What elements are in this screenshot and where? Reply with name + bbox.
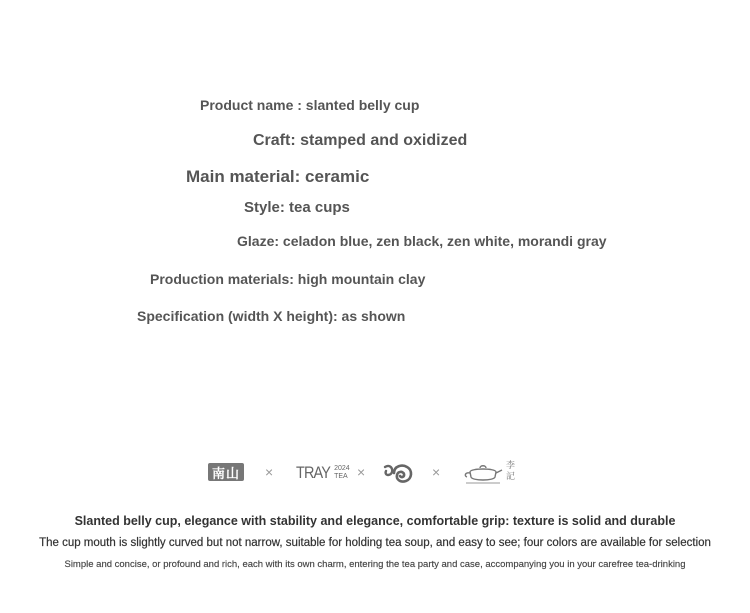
teapot-logo-text: 李記	[506, 460, 516, 481]
production-materials-spec: Production materials: high mountain clay	[150, 271, 426, 287]
craft-spec: Craft: stamped and oxidized	[253, 132, 468, 149]
cobrand-logo-row	[0, 458, 750, 488]
specification-spec: Specification (width X height): as shown	[137, 308, 406, 324]
logo-separator: ×	[265, 464, 274, 480]
logo-separator: ×	[432, 464, 441, 480]
caption-line-1: Slanted belly cup, elegance with stability and elegance, comfortable grip: texture is solid and durable	[74, 514, 676, 528]
style-spec: Style: tea cups	[244, 199, 350, 216]
glaze-spec: Glaze: celadon blue, zen black, zen white, morandi gray	[237, 233, 607, 249]
tray-tea-logo	[296, 461, 350, 485]
tray-logo-text: TRAY	[296, 463, 331, 482]
teapot-icon	[462, 462, 504, 486]
swirl-logo	[382, 461, 416, 485]
tray-logo-sub	[334, 465, 350, 481]
nanshan-logo	[208, 463, 244, 481]
caption-line-2: The cup mouth is slightly curved but not narrow, suitable for holding tea soup, and easy to see; four colors are available for selection	[39, 537, 711, 549]
swirl-emblem-icon	[382, 461, 416, 485]
main-material-spec: Main material: ceramic	[186, 167, 370, 186]
tray-logo-tea: TEA	[334, 473, 348, 480]
teapot-logo	[462, 460, 522, 486]
tray-logo-year: 2024	[334, 465, 350, 472]
nanshan-logo-text: 南山	[211, 465, 240, 481]
caption-line-3: Simple and concise, or profound and rich, each with its own charm, entering the tea party and case, accompanying you in your carefree tea-drinking	[64, 559, 686, 570]
product-name-spec: Product name : slanted belly cup	[200, 97, 420, 113]
logo-separator: ×	[357, 464, 366, 480]
